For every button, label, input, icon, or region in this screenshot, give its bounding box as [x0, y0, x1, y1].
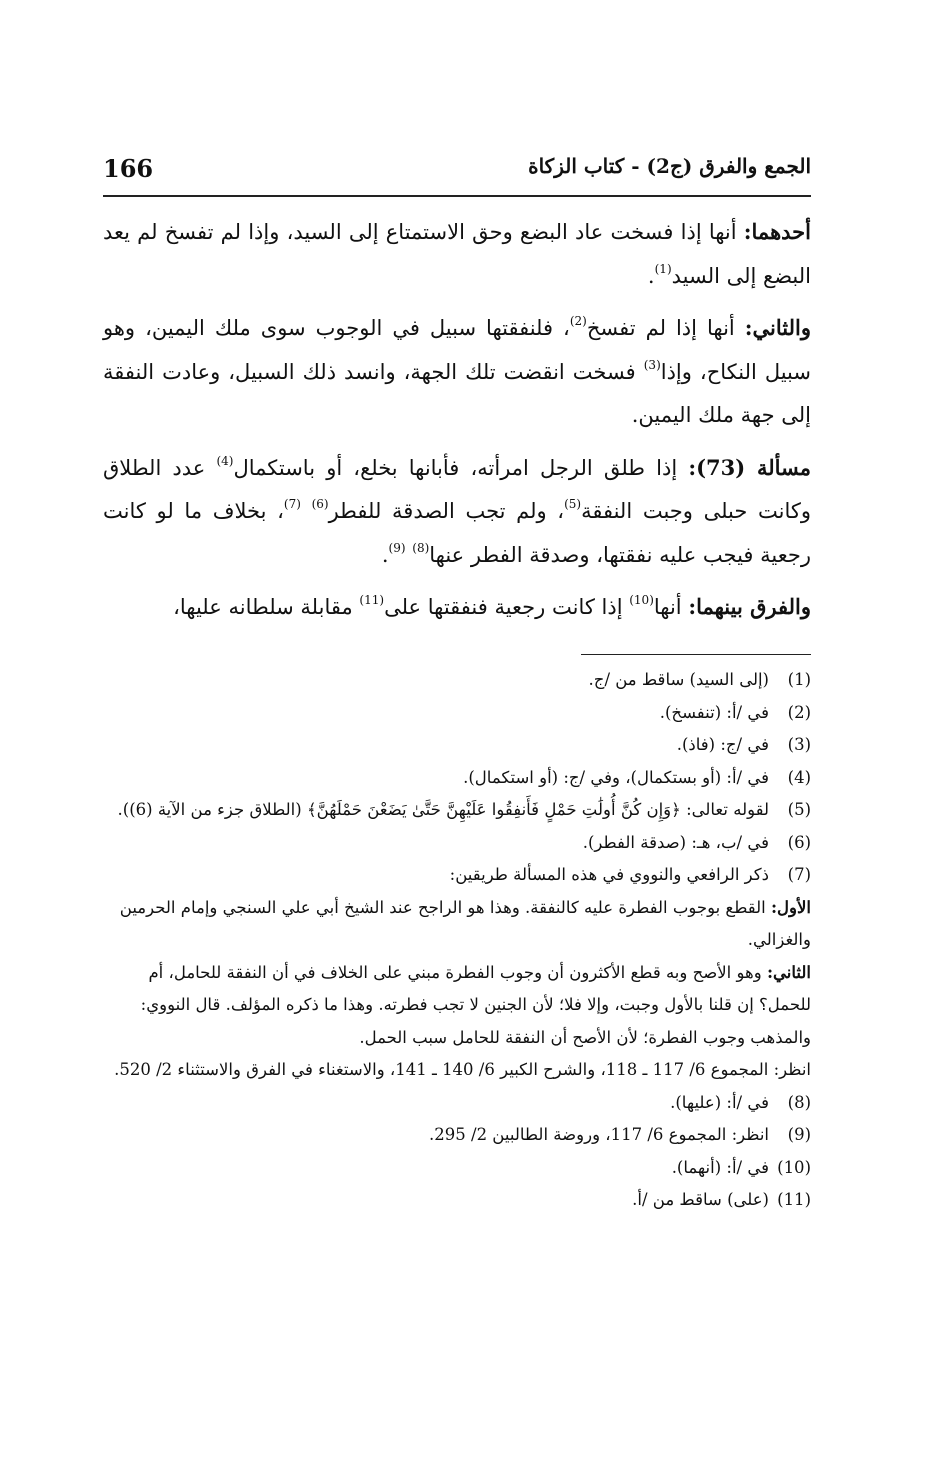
footnote-item: [103, 729, 811, 762]
footnote-ref: (1): [654, 261, 672, 276]
page-header: [103, 150, 811, 194]
footnote-ref: (6): [311, 497, 329, 511]
paragraph-text: ، ولم تجب الصدقة للفطر: [328, 499, 565, 523]
footnote-item: [103, 762, 811, 795]
footnote-ref: (5): [564, 497, 582, 511]
paragraph-text: .: [381, 542, 389, 567]
footnote-number: (4): [787, 767, 811, 787]
footnote-rule: [581, 654, 811, 655]
paragraph-second-reason: [103, 306, 811, 438]
footnote-text: في /أ: (أنهما).: [671, 1157, 769, 1177]
footnote-number: (9): [787, 1125, 811, 1144]
footnote-7-detail: [103, 892, 811, 1087]
footnote-number: (1): [787, 670, 811, 689]
paragraph-text: إذا كانت رجعية فنفقتها على: [384, 595, 630, 619]
footnote-text: لقوله تعالى: ﴿وَإِن كُنَّ أُولَٰتِ حَمْلٍ فَأَنفِقُوا عَلَيْهِنَّ حَتَّىٰ يَضَعْنَ حَمْلَهُنَّ﴾ (الطلاق جزء من الآية (6)).: [117, 800, 769, 819]
footnote-number: (11): [777, 1190, 811, 1209]
footnote-text: في /أ: (أو بستكمال)، وفي /ج: (أو استكمال).: [463, 767, 769, 787]
footnote-ref: (11): [359, 593, 385, 607]
paragraph-text: عدد الطلاق وكانت حبلى وجبت النفقة: [103, 455, 811, 523]
footnote-lead: الثاني:: [766, 962, 811, 982]
paragraph-lead: والفرق بينهما:: [688, 594, 811, 619]
footnote-ref: (4): [216, 453, 234, 468]
footnote-item: [103, 1119, 811, 1152]
footnote-text: وهو الأصح وبه قطع الأكثرون أن وجوب الفطرة مبني على الخلاف في أن النفقة للحامل، أم للحمل؟ إن قلنا بالأول وجبت، وإلا فلا؛ لأن الجنين لا تجب فطرته. وهذا ما ذكره المؤلف. قال النووي: والمذهب وجوب الفطرة؛ لأن الأصح أن النفقة للحامل سبب الحمل.: [140, 962, 811, 1047]
footnote-item: [103, 1184, 811, 1217]
footnote-ref: (2): [569, 314, 587, 328]
footnote-item: [103, 697, 811, 730]
paragraph-text: .: [647, 263, 655, 288]
footnote-text: (إلى السيد) ساقط من /ج.: [588, 670, 769, 689]
footnote-7-first-way: [103, 892, 811, 957]
main-text: [103, 210, 811, 638]
footnote-text: في /أ: (تنفسخ).: [659, 702, 769, 722]
footnotes: [103, 664, 811, 1217]
footnote-7-second-way: [103, 957, 811, 1055]
footnote-lead: الأول:: [770, 897, 811, 917]
footnote-number: (7): [787, 865, 811, 884]
paragraph-lead: والثاني:: [744, 315, 811, 340]
footnote-ref: (3): [643, 357, 661, 372]
footnote-number: (5): [787, 800, 811, 819]
paragraph-first-reason: [103, 210, 811, 298]
footnote-text: في /ب، هـ: (صدقة الفطر).: [582, 832, 769, 852]
footnote-item: [103, 664, 811, 697]
page-number: 166: [103, 154, 154, 183]
footnote-text: في /ج: (فاذ).: [676, 735, 769, 754]
footnote-ref: (10): [629, 593, 654, 607]
paragraph-text: ، بخلاف ما لو كانت رجعية فيجب عليه نفقتها، وصدقة الفطر عنها: [103, 499, 811, 567]
paragraph-text: أنها إذا لم تفسخ: [586, 316, 745, 340]
paragraph-text: أنها إذا فسخت عاد البضع وحق الاستمتاع إلى السيد، وإذا لم تفسخ لم يعد البضع إلى السيد: [103, 220, 811, 288]
footnote-ref: (9): [388, 540, 406, 555]
footnote-number: (8): [787, 1092, 811, 1112]
footnote-number: (10): [777, 1157, 811, 1177]
footnote-number: (6): [787, 832, 811, 852]
footnote-text: (على) ساقط من /أ.: [632, 1190, 769, 1209]
paragraph-text: إذا طلق الرجل امرأته، فأبانها بخلع، أو باستكمال: [233, 455, 689, 480]
paragraph-text: مقابلة سلطانه عليها،: [173, 595, 360, 619]
footnote-item: [103, 1087, 811, 1120]
footnote-item: [103, 1152, 811, 1185]
paragraph-difference: [103, 585, 811, 630]
footnote-item: [103, 827, 811, 860]
paragraph-text: أنها: [653, 595, 689, 619]
paragraph-text: فسخت انقضت تلك الجهة، وانسد ذلك السبيل، وعادت النفقة إلى جهة ملك اليمين.: [103, 359, 811, 427]
paragraph-lead: أحدهما:: [743, 219, 811, 244]
footnote-ref: (7): [283, 497, 301, 511]
footnote-7-reference: [103, 1054, 811, 1087]
footnote-text: انظر: المجموع 6/ 117 ـ 118، والشرح الكبير 6/ 140 ـ 141، والاستغناء في الفرق والاستثناء 2/ 520.: [114, 1060, 811, 1079]
footnote-number: (3): [787, 735, 811, 754]
paragraph-lead: مسألة (73):: [688, 454, 811, 480]
running-title: الجمع والفرق (ج2) - كتاب الزكاة: [528, 154, 811, 178]
footnote-ref: (8): [412, 540, 430, 555]
footnote-text: انظر: المجموع 6/ 117، وروضة الطالبين 2/ 295.: [429, 1125, 769, 1144]
footnote-text: القطع بوجوب الفطرة عليه كالنفقة. وهذا هو الراجح عند الشيخ أبي علي السنجي وإمام الحرمين والغزالي.: [119, 897, 811, 949]
footnote-number: (2): [787, 702, 811, 722]
footnote-item: [103, 794, 811, 827]
paragraph-issue-73: [103, 446, 811, 578]
paragraph-text: ، فلنفقتها سبيل في الوجوب سوى ملك اليمين، وهو سبيل النكاح، وإذا: [103, 316, 811, 384]
footnote-text: في /أ: (عليها).: [670, 1092, 769, 1112]
footnote-text: ذكر الرافعي والنووي في هذه المسألة طريقين:: [449, 865, 769, 884]
header-rule: [103, 195, 811, 197]
footnote-item: [103, 859, 811, 892]
